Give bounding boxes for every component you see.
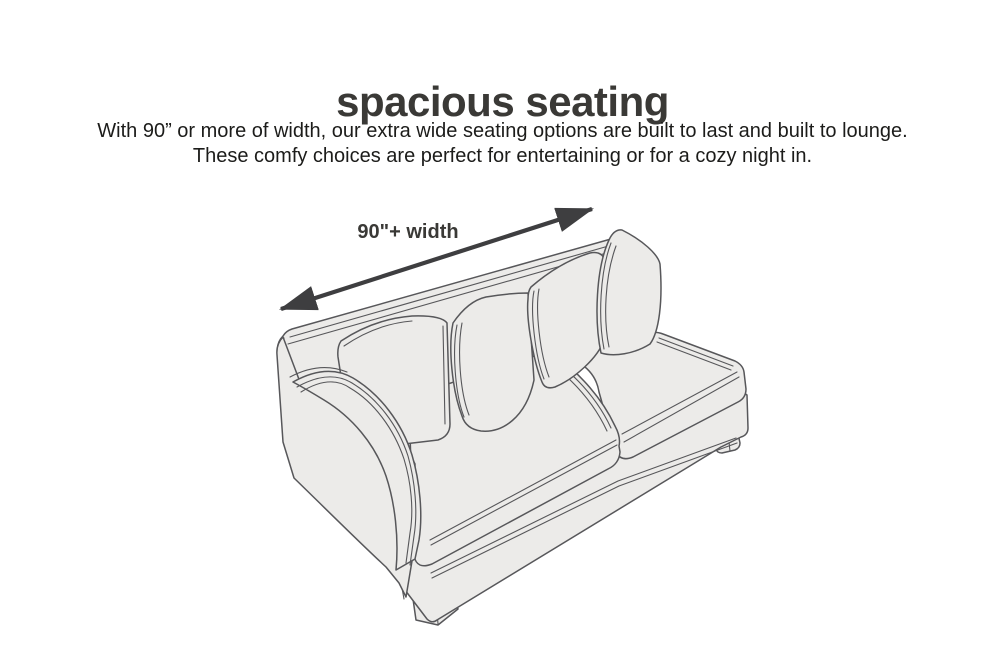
description-line-2: These comfy choices are perfect for entertaining or for a cozy night in. bbox=[192, 144, 813, 167]
back-pillow-right bbox=[597, 230, 661, 355]
back-pillow-center-left bbox=[451, 293, 534, 431]
description-line-1: With 90” or more of width, our extra wide seating options are built to last and built to lounge. bbox=[97, 120, 908, 142]
dimension-label: 90"+ width bbox=[357, 221, 459, 243]
page-title: spacious seating bbox=[336, 78, 669, 126]
